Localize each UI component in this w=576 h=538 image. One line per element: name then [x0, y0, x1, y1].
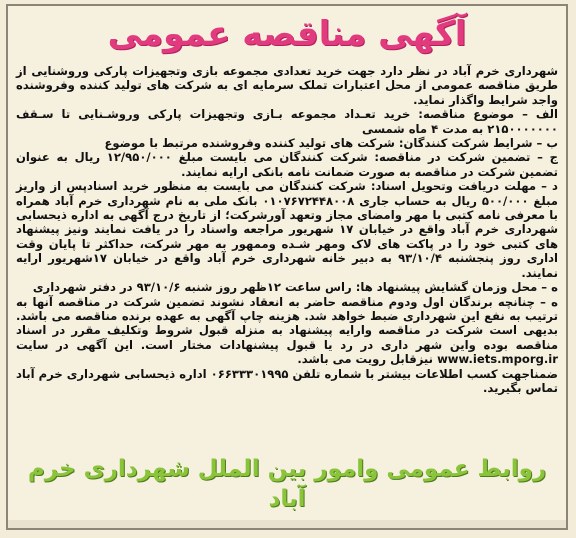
notice-title: آگهی مناقصه عمومی: [107, 14, 467, 54]
bottom-strip: [8, 520, 566, 528]
intro-paragraph: شهرداری خرم آباد در نظر دارد جهت خرید تعدادی مجموعه بازی وتجهیزات پارکی وروشنایی از طریق مناقصه عمومی از محل اعتبارات تملک سرمایه ای به شرکت های تولید کننده وفروشنده واجد شرایط واگذار نماید.: [16, 64, 558, 107]
clause-eligibility: ب – شرایط شرکت کنندگان: شرکت های تولید کننده وفروشنده مرتبط با موضوع: [104, 136, 558, 151]
clause-documents: د – مهلت دریافت وتحویل اسناد: شرکت کنندگان می بایست به منظور خرید اسنادپس از واریز مبلغ ۵۰۰/۰۰۰ ریال به حساب جاری ۰۱۰۷۶۷۲۴۴۸۰۰۸ بانک ملی به نام شهرداری خرم آباد همراه با معرفی نامه کتبی با مهر وامضای مجاز وتعهد آورشرکت؛ از تاریخ درج آگهی به اداره ذیحسابی شهرداری خرم آباد واقع در خیابان ۱۷ شهریور مراجعه واسناد را در یافت نمایند ونیز پیشنهاد های کتبی خود را در پاکت های لاک ومهر شـده وممهور به مهر شرکت، حداکثر تا پایان وقت اداری روز پنجشنبه ۹۳/۱۰/۴ به دبیر خانه شهرداری خرم آباد واقع در خیابان ۱۷شهریور ارایه نمایند.: [16, 179, 558, 280]
clause-guarantee: ج – تضمین شرکت در مناقصه: شرکت کنندگان می بایست مبلغ ۱۲/۹۵۰/۰۰۰ ریال به عنوان تضمین شرکت در مناقصه به صورت ضمانت نامه بانکی ارایه نمایند.: [16, 150, 558, 179]
notice-body: [16, 64, 558, 395]
clause-subject: الف – موضوع مناقصه: خرید تعـداد مجموعه بـازی وتجهیزات پارکی وروشـنایی تا سـقف ۲۱۵۰۰۰۰۰۰۰ به مدت ۴ ماه شمسی: [16, 107, 558, 136]
notice-footer: روابط عمومی وامور بین الملل شهرداری خرم آباد: [27, 456, 547, 512]
contact-paragraph: ضمناجهت کسب اطلاعات بیشتر با شماره تلفن ۰۶۶۳۳۳۰۱۹۹۵ اداره ذیحسابی شهرداری خرم آباد تماس بگیرید.: [15, 366, 558, 395]
tender-notice: [6, 4, 568, 530]
clause-opening: ه – محل وزمان گشایش پیشنهاد ها: راس ساعت ۱۲ظهر روز شنبه ۹۳/۱۰/۶ در دفتر شهرداری: [32, 280, 558, 295]
clause-conditions: ه – چنانچه برندگان اول ودوم مناقصه حاضر به انعقاد نشوند تضمین شرکت در مناقصه آنها به ترتیب به نفع این شهرداری ضبط خواهد شد. هزینه چاپ آگهی به عهده برنده مناقصه می باشد. بدیهی است شرکت در مناقصه وارایه پیشنهاد به منزله قبول شروط وتکلیف مقرر در اسناد مناقصه بوده واین شهر داری در رد یا قبول پیشنهادات مختار است. این آگهی در سایت www.iets.mporg.ir نیزقابل رویت می باشد.: [16, 294, 558, 367]
